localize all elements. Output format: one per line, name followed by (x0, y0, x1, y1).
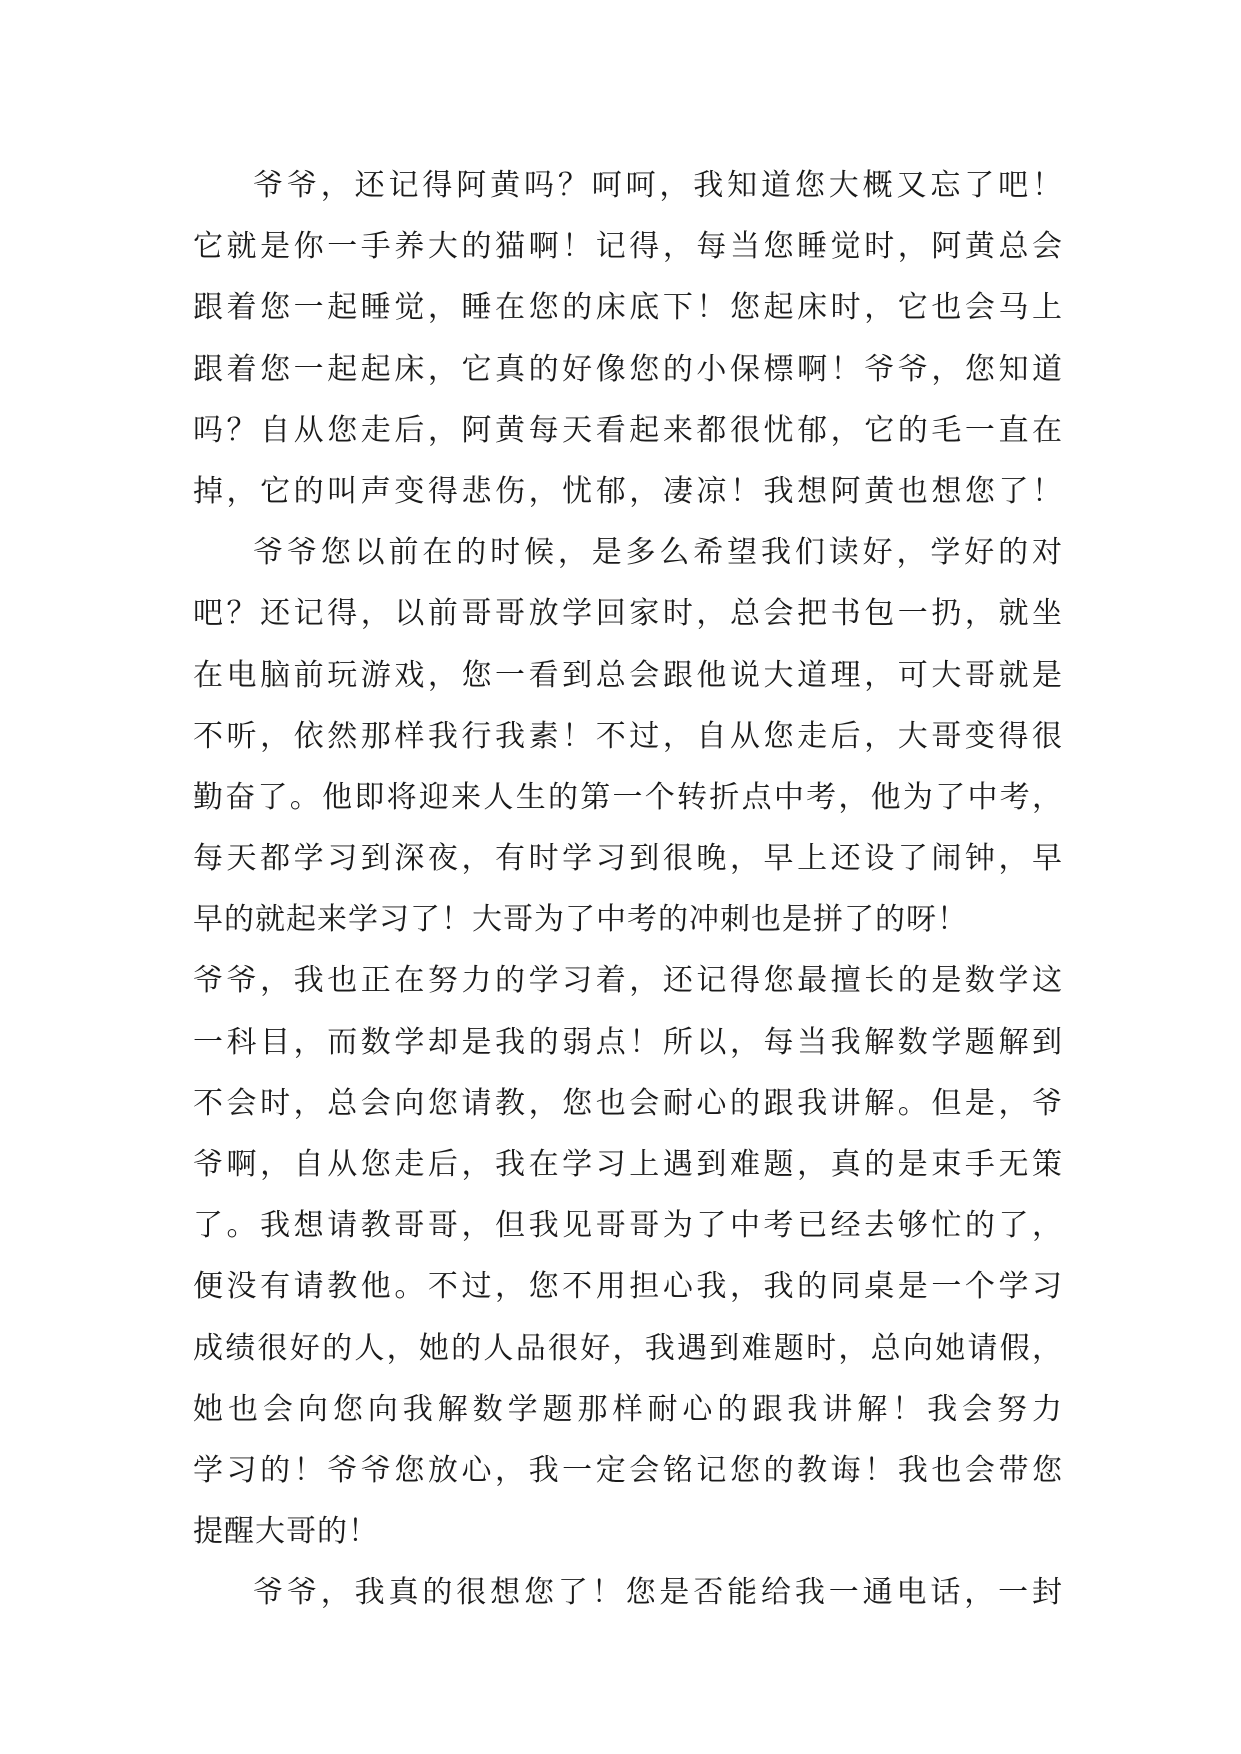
text-line: 她也会向您向我解数学题那样耐心的跟我讲解！我会努力 (193, 1391, 1063, 1427)
text-line: 吗？自从您走后，阿黄每天看起来都很忧郁，它的毛一直在 (193, 412, 1063, 448)
text-line: 跟着您一起起床，它真的好像您的小保標啊！爷爷，您知道 (193, 351, 1063, 387)
text-line: 爷爷，我也正在努力的学习着，还记得您最擅长的是数学这 (193, 963, 1063, 999)
text-line: 早的就起来学习了！大哥为了中考的冲刺也是拼了的呀！ (193, 902, 968, 938)
text-line: 不会时，总会向您请教，您也会耐心的跟我讲解。但是，爷 (193, 1085, 1063, 1121)
text-line: 掉，它的叫声变得悲伤，忧郁，凄凉！我想阿黄也想您了！ (193, 473, 1063, 509)
document-body (193, 155, 1063, 1624)
text-line: 吧？还记得，以前哥哥放学回家时，总会把书包一扔，就坐 (193, 596, 1063, 632)
text-line: 便没有请教他。不过，您不用担心我，我的同桌是一个学习 (193, 1269, 1063, 1305)
text-line: 爷爷您以前在的时候，是多么希望我们读好，学好的对 (253, 535, 1063, 571)
text-line: 成绩很好的人，她的人品很好，我遇到难题时，总向她请假， (193, 1330, 1063, 1366)
text-line: 不听，依然那样我行我素！不过，自从您走后，大哥变得很 (193, 718, 1063, 754)
text-line: 每天都学习到深夜，有时学习到很晚，早上还设了闹钟，早 (193, 841, 1063, 877)
text-line: 在电脑前玩游戏，您一看到总会跟他说大道理，可大哥就是 (193, 657, 1063, 693)
text-line: 提醒大哥的！ (193, 1514, 379, 1550)
text-line: 爷爷，我真的很想您了！您是否能给我一通电话，一封 (253, 1575, 1063, 1611)
text-line: 一科目，而数学却是我的弱点！所以，每当我解数学题解到 (193, 1024, 1063, 1060)
text-line: 爷啊，自从您走后，我在学习上遇到难题，真的是束手无策 (193, 1147, 1063, 1182)
text-line: 了。我想请教哥哥，但我见哥哥为了中考已经去够忙的了， (193, 1208, 1063, 1244)
text-line: 爷爷，还记得阿黄吗？呵呵，我知道您大概又忘了吧！ (253, 168, 1063, 203)
text-line: 跟着您一起睡觉，睡在您的床底下！您起床时，它也会马上 (193, 290, 1063, 326)
text-line: 学习的！爷爷您放心，我一定会铭记您的教诲！我也会带您 (193, 1452, 1063, 1488)
text-line: 它就是你一手养大的猫啊！记得，每当您睡觉时，阿黄总会 (193, 229, 1063, 265)
text-line: 勤奋了。他即将迎来人生的第一个转折点中考，他为了中考， (193, 779, 1063, 815)
